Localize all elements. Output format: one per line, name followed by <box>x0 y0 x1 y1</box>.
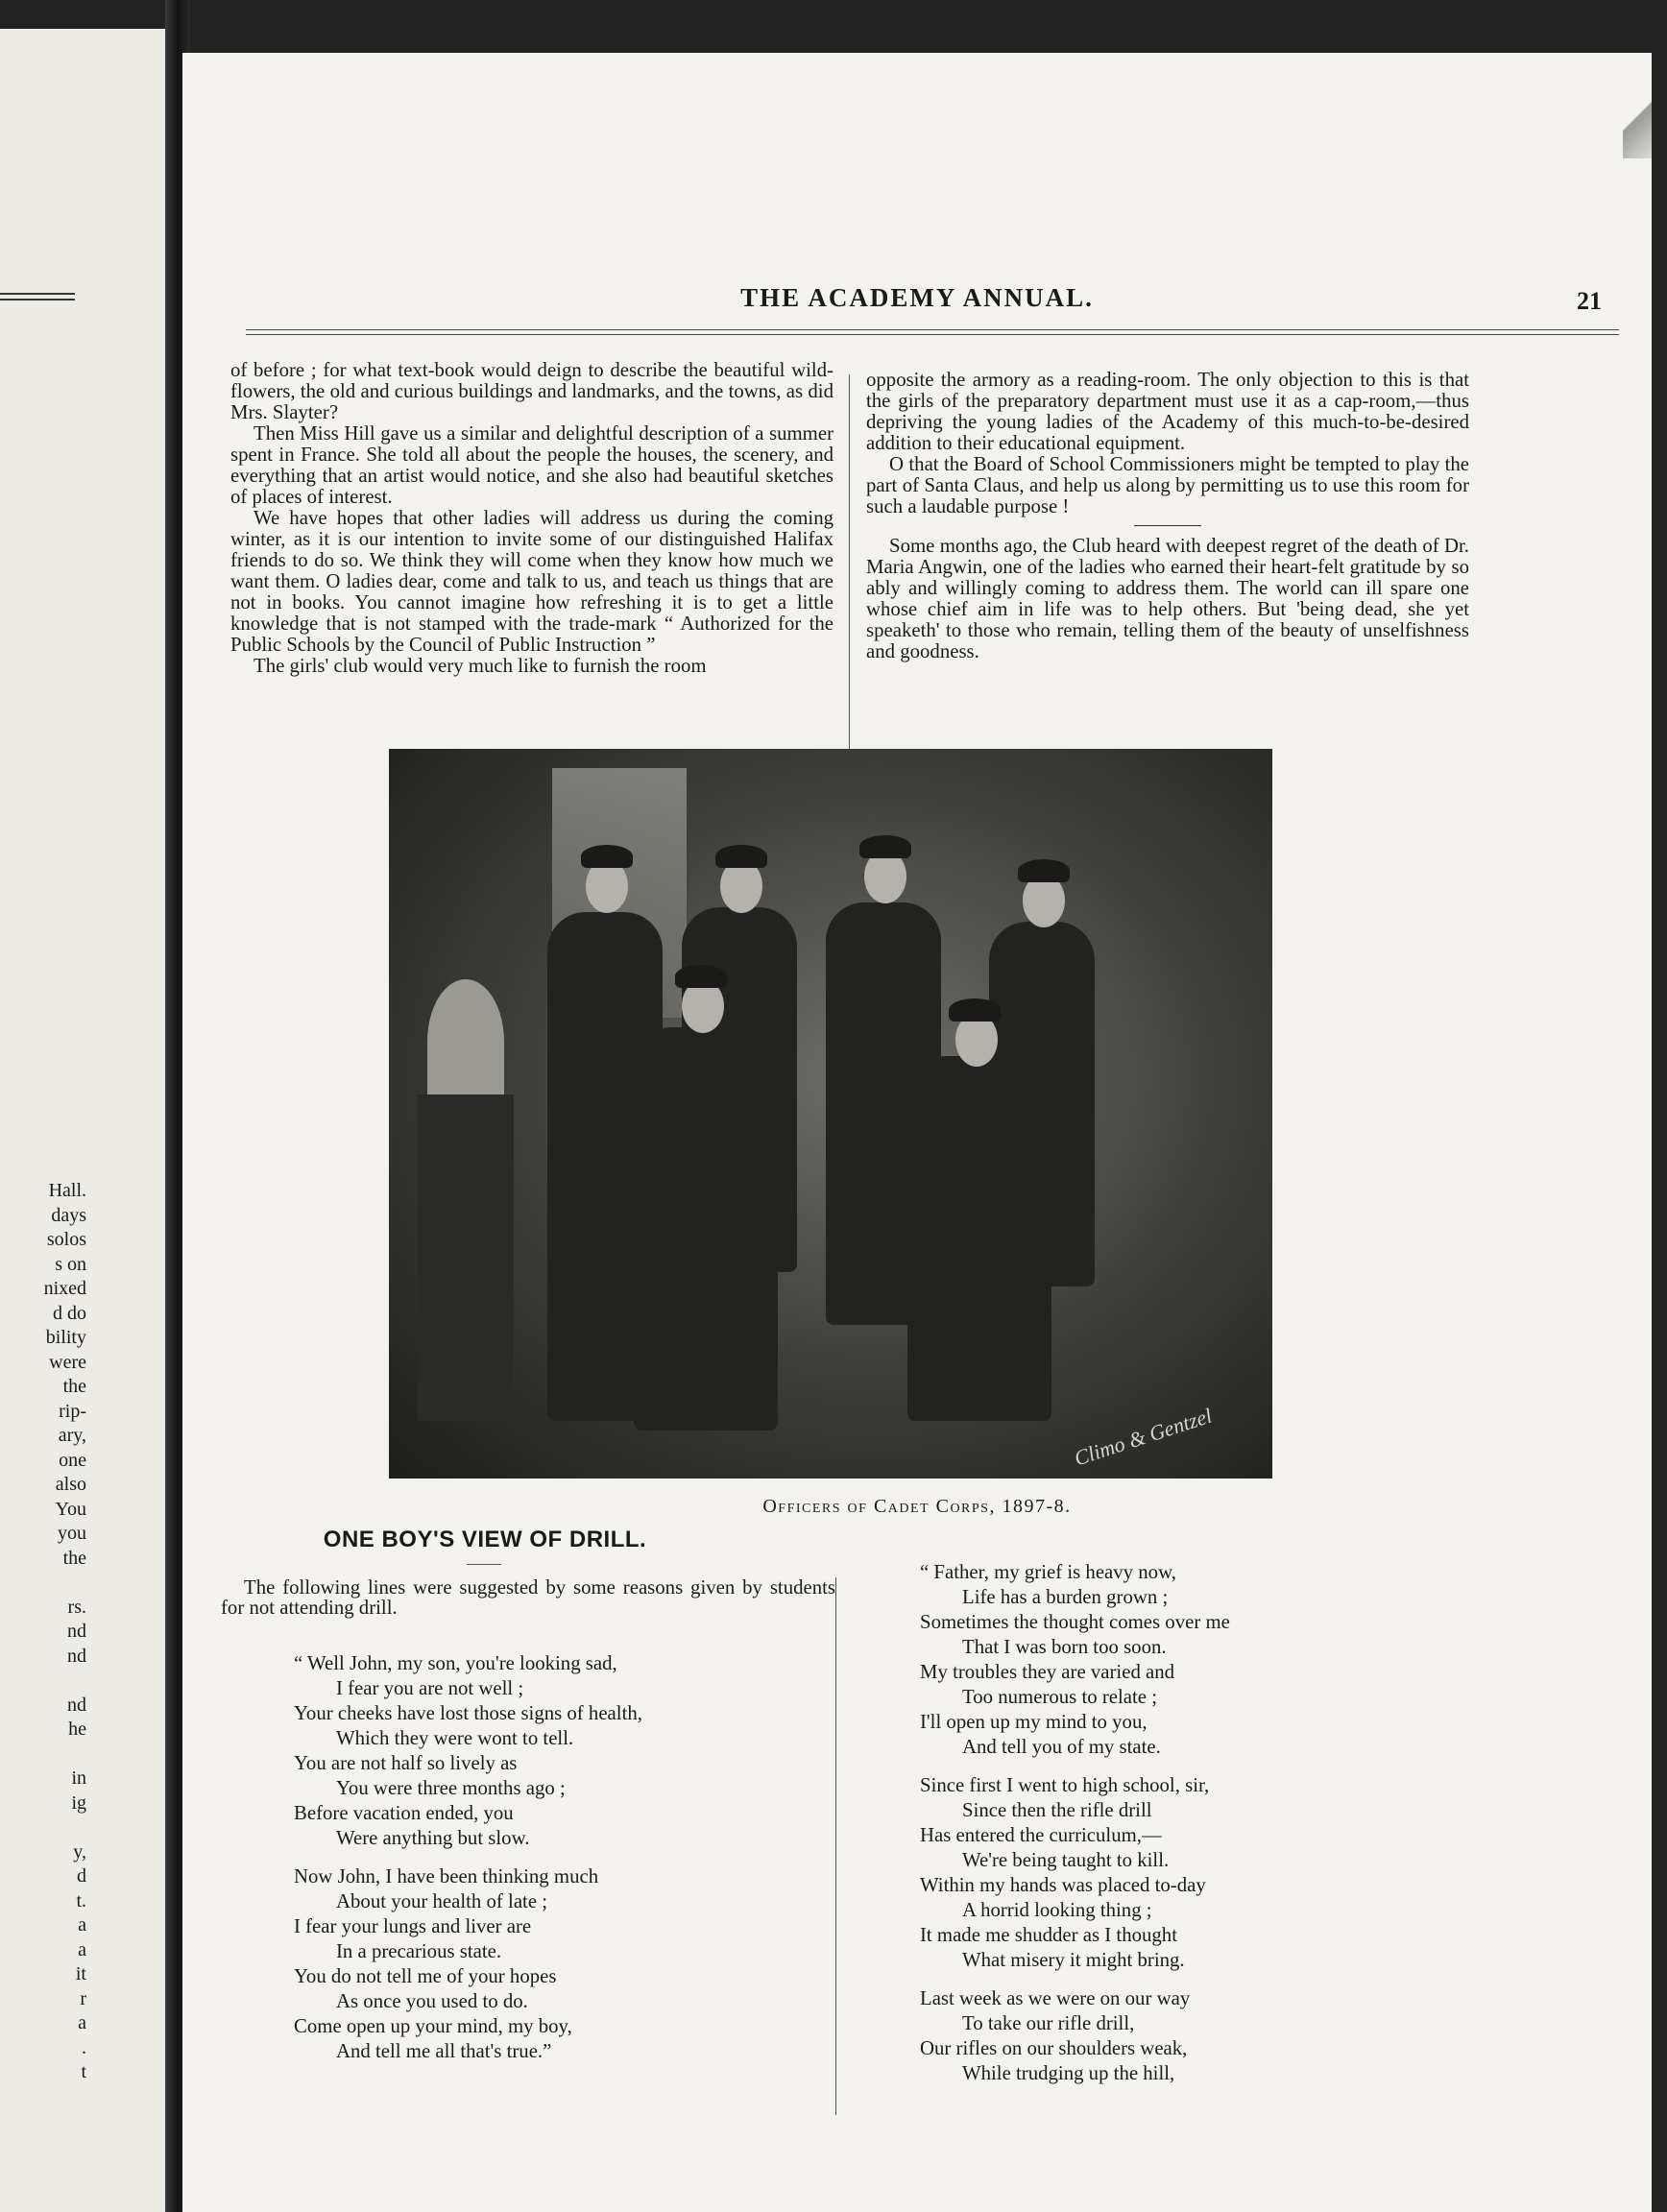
facing-page-fragment: it <box>75 1963 86 1984</box>
poem-line: Since then the rifle drill <box>962 1799 1152 1821</box>
facing-page-rule <box>0 293 75 295</box>
poem-intro <box>221 1577 835 1618</box>
left-column <box>230 360 834 677</box>
poem-line: What misery it might bring. <box>962 1949 1185 1971</box>
paragraph: of before ; for what text-book would deign to describe the beautiful wild-flowers, the old and curious buildings and landmarks, and the towns, as did Mrs. Slayter? <box>230 359 834 423</box>
poem-line: That I was born too soon. <box>962 1636 1167 1658</box>
poem-stanza <box>294 1651 793 1851</box>
facing-page-fragment: nd <box>67 1645 86 1667</box>
cadet-figure-seated <box>634 1027 778 1431</box>
facing-page-fragment: t <box>81 2061 86 2082</box>
poem-line: Now John, I have been thinking much <box>294 1865 599 1887</box>
cadet-cap <box>1018 859 1070 882</box>
running-title: THE ACADEMY ANNUAL. <box>740 283 1094 312</box>
poem-stanza <box>920 1986 1419 2086</box>
poem-line: Too numerous to relate ; <box>962 1686 1157 1708</box>
poem-line: And tell you of my state. <box>962 1736 1161 1758</box>
poem-line: Has entered the curriculum,— <box>920 1824 1162 1846</box>
facing-page-fragment: a <box>78 2012 86 2033</box>
poem-line: I fear you are not well ; <box>336 1677 524 1699</box>
poem-left-column <box>294 1651 793 2078</box>
facing-page <box>0 29 165 2212</box>
poem-line: Before vacation ended, you <box>294 1802 514 1824</box>
poem-line: Within my hands was placed to-day <box>920 1874 1206 1896</box>
facing-page-fragment: s on <box>55 1253 86 1275</box>
facing-page-fragment <box>0 1571 86 1596</box>
cadet-cap <box>715 845 767 868</box>
paragraph: We have hopes that other ladies will address us during the coming winter, as it is our intention to invite some of our distinguished Halifax friends to do so. We think they will come when they know how much we want them. O ladies dear, come and talk to us, and teach us things that are not in books. You cannot imagine how refreshing it is to get a little knowledge that is not stamped with the trade-mark “ Authorized for the Public Schools by the Council of Public Instruction ” <box>230 507 834 656</box>
cadet-cap <box>859 835 911 858</box>
photo-table <box>418 1094 514 1421</box>
facing-page-fragment: in <box>71 1767 86 1789</box>
cadet-cap <box>581 845 633 868</box>
facing-page-fragment: y, <box>73 1840 86 1863</box>
facing-page-fragment: r <box>80 1987 86 2009</box>
facing-page-fragment: bility <box>45 1327 86 1348</box>
poem-line: I fear your lungs and liver are <box>294 1915 532 1937</box>
poem-column-divider <box>835 1577 836 2115</box>
poem-line: Your cheeks have lost those signs of health, <box>294 1702 642 1724</box>
facing-page-fragment <box>0 1669 86 1694</box>
photo-plant <box>427 979 504 1104</box>
poem-title: ONE BOY'S VIEW OF DRILL. <box>323 1527 647 1552</box>
facing-page-rule <box>0 299 75 301</box>
poem-line: Last week as we were on our way <box>920 1987 1191 2009</box>
poem-line: You do not tell me of your hopes <box>294 1965 557 1987</box>
facing-page-fragment: nd <box>67 1621 86 1642</box>
poem-line: As once you used to do. <box>336 1990 528 2012</box>
paragraph: The girls' club would very much like to furnish the room <box>254 655 707 677</box>
poem-line: In a precarious state. <box>336 1940 502 1962</box>
poem-stanza <box>920 1773 1419 1973</box>
poem-line: A horrid looking thing ; <box>962 1899 1152 1921</box>
poem-intro-text: The following lines were suggested by some reasons given by students for not attending drill. <box>221 1576 835 1619</box>
column-divider <box>849 374 850 754</box>
poem-stanza <box>920 1560 1419 1760</box>
poem-line: To take our rifle drill, <box>962 2012 1135 2034</box>
page-corner-fold <box>1623 72 1652 158</box>
poem-line: And tell me all that's true.” <box>336 2040 552 2062</box>
facing-page-fragment: nixed <box>43 1278 86 1299</box>
cadet-figure-seated <box>907 1056 1051 1421</box>
facing-page-fragment: you <box>58 1523 86 1544</box>
facing-page-fragment <box>0 1815 86 1840</box>
facing-page-fragment: he <box>68 1719 86 1740</box>
paragraph: opposite the armory as a reading-room. The only objection to this is that the girls of the preparatory department must use it as a cap-room,—thus depriving the young ladies of the Academy of this much-to-be-desired addition to their educational equipment. <box>866 369 1469 454</box>
facing-page-fragment: were <box>49 1351 86 1373</box>
facing-page-fragment: t. <box>76 1889 86 1911</box>
facing-page-fragment: nd <box>67 1694 86 1716</box>
poem-line: Sometimes the thought comes over me <box>920 1611 1230 1633</box>
facing-page-fragment: one <box>59 1449 86 1471</box>
poem-title-rule <box>467 1564 501 1565</box>
photographer-signature: Climo & Gentzel <box>1071 1403 1216 1471</box>
facing-page-fragment: a <box>78 1938 86 1960</box>
poem-line: Come open up your mind, my boy, <box>294 2015 572 2037</box>
facing-page-fragment: the <box>62 1547 86 1569</box>
poem-line: About your health of late ; <box>336 1890 548 1912</box>
poem-line: My troubles they are varied and <box>920 1661 1175 1683</box>
facing-page-fragment: solos <box>46 1229 86 1250</box>
facing-page-fragment: Hall. <box>48 1180 86 1201</box>
poem-line: Since first I went to high school, sir, <box>920 1774 1210 1796</box>
poem-line: It made me shudder as I thought <box>920 1924 1177 1946</box>
facing-page-fragment: also <box>55 1474 86 1495</box>
photo-caption: Officers of Cadet Corps, 1897-8. <box>762 1496 1072 1517</box>
poem-right-column <box>920 1560 1419 2100</box>
facing-page-fragment: d <box>77 1865 86 1887</box>
poem-line: We're being taught to kill. <box>962 1849 1170 1871</box>
facing-page-fragment: . <box>82 2036 86 2058</box>
section-rule <box>1134 525 1201 526</box>
poem-line: Were anything but slow. <box>336 1827 530 1849</box>
page <box>182 53 1652 2212</box>
facing-page-fragment: d do <box>53 1302 86 1324</box>
poem-line: I'll open up my mind to you, <box>920 1711 1148 1733</box>
poem-line: While trudging up the hill, <box>962 2062 1175 2084</box>
running-head <box>182 283 1652 331</box>
poem-line: Which they were wont to tell. <box>336 1727 574 1749</box>
facing-page-fragment: You <box>55 1498 86 1520</box>
poem-line: “ Father, my grief is heavy now, <box>920 1561 1176 1583</box>
facing-page-fragment: rip- <box>59 1400 86 1422</box>
header-rule <box>246 329 1619 335</box>
cadet-cap <box>675 965 727 988</box>
facing-page-fragment: ary, <box>58 1425 86 1446</box>
page-number: 21 <box>1577 287 1602 315</box>
facing-page-fragment <box>0 1743 86 1767</box>
right-column <box>866 370 1469 662</box>
paragraph: Some months ago, the Club heard with deepest regret of the death of Dr. Maria Angwin, one of the ladies who earned their heart-felt gratitude by so ably and willingly coming to address them. The world can ill spare one whose chief aim in life was to help others. But 'being dead, she yet speaketh' to those who remain, telling them of the beauty of unselfishness and goodness. <box>866 535 1469 662</box>
paragraph: O that the Board of School Commissioners might be tempted to play the part of Santa Claus, and help us along by permitting us to use this room for such a laudable purpose ! <box>866 453 1469 517</box>
cadet-cap <box>949 998 1001 1022</box>
paragraph: Then Miss Hill gave us a similar and delightful description of a summer spent in France. She told all about the people the houses, the scenery, and everything that an artist would notice, and she also had beautiful sketches of places of interest. <box>230 422 834 508</box>
facing-page-text-fragments <box>0 1179 86 2085</box>
poem-stanza <box>294 1864 793 2064</box>
cadet-officers-photo <box>389 749 1272 1479</box>
poem-line: You were three months ago ; <box>336 1777 566 1799</box>
poem-line: Life has a burden grown ; <box>962 1586 1169 1608</box>
facing-page-fragment: the <box>62 1376 86 1397</box>
facing-page-fragment: a <box>78 1914 86 1936</box>
poem-line: “ Well John, my son, you're looking sad, <box>294 1652 617 1674</box>
facing-page-fragment: rs. <box>67 1596 86 1618</box>
poem-line: You are not half so lively as <box>294 1752 518 1774</box>
facing-page-fragment: days <box>51 1204 86 1226</box>
facing-page-fragment: ig <box>71 1791 86 1814</box>
poem-line: Our rifles on our shoulders weak, <box>920 2037 1188 2059</box>
